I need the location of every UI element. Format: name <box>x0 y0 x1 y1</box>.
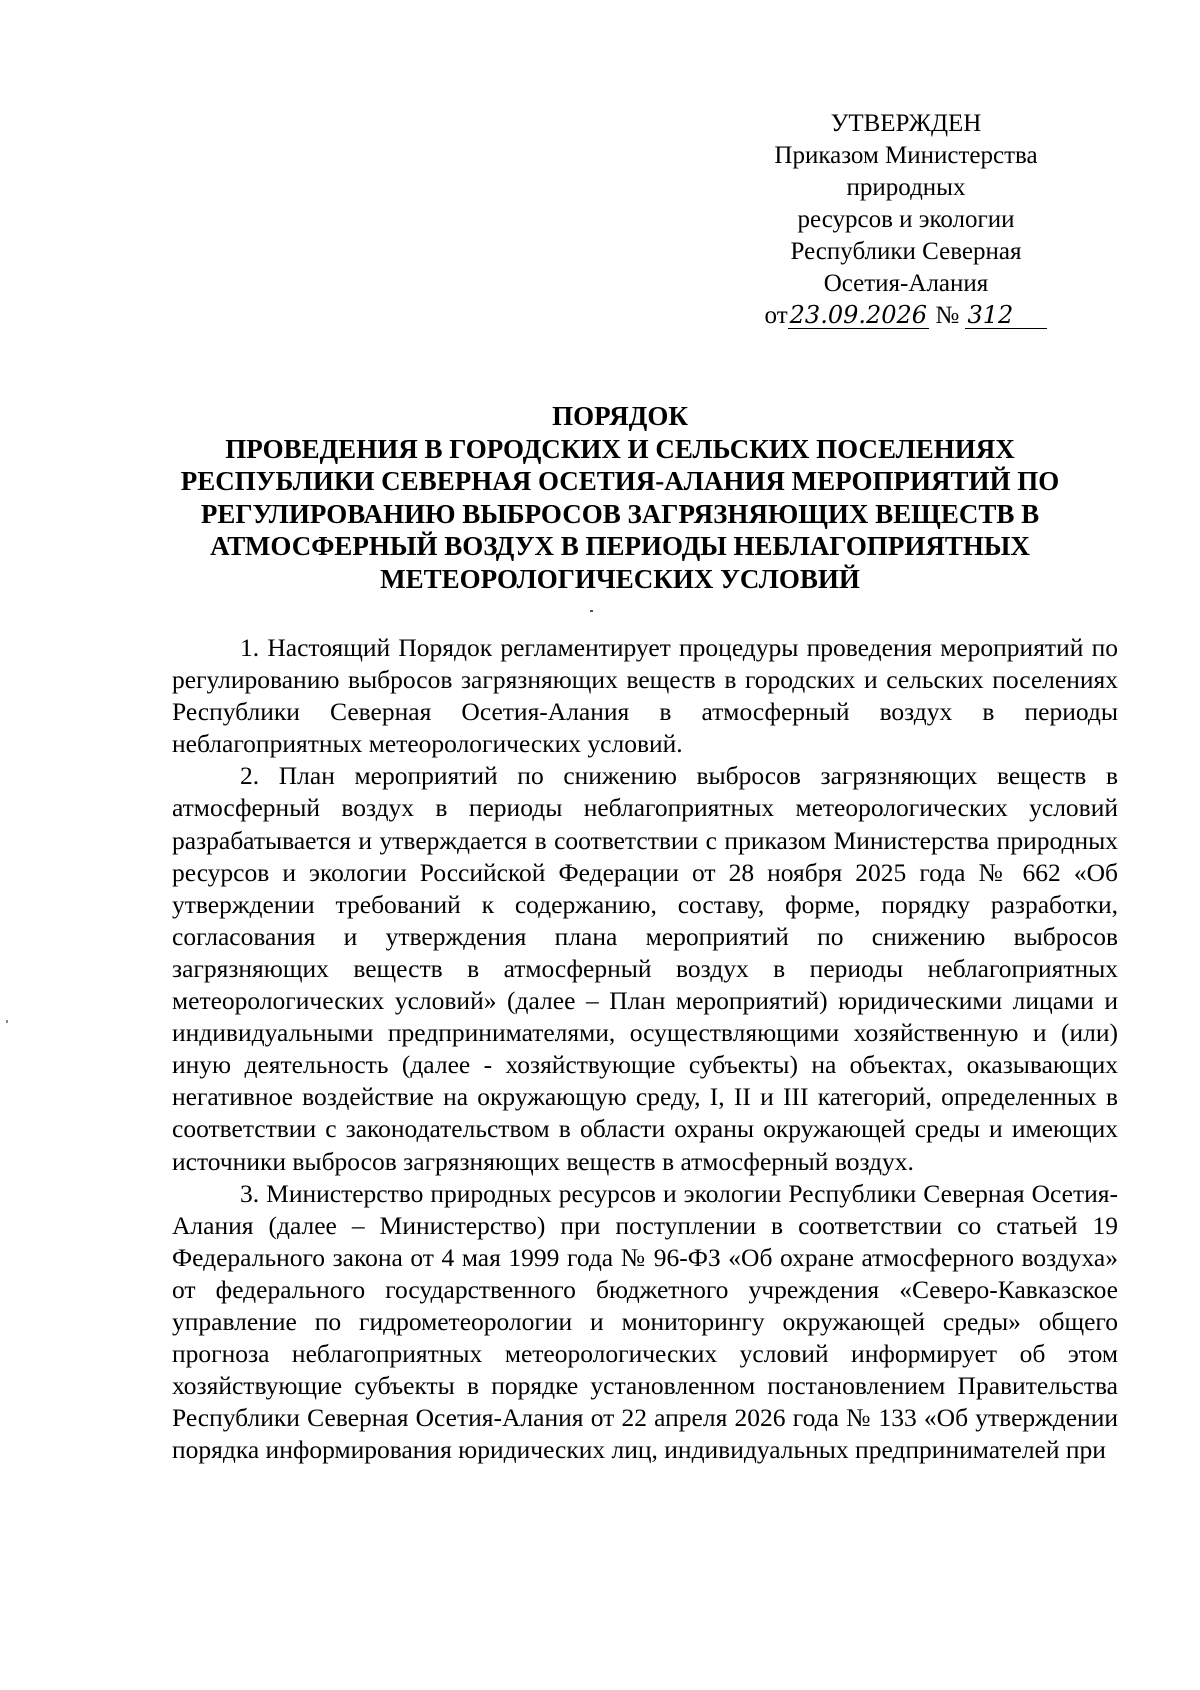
approval-line: природных <box>846 174 966 201</box>
number-label: № <box>935 302 960 329</box>
approval-line: Республики Северная <box>790 238 1022 265</box>
date-prefix: от <box>764 302 788 329</box>
scan-speck <box>590 610 593 612</box>
handwritten-date: 23.09.2026 <box>789 301 928 329</box>
handwritten-number: 312 <box>965 302 1047 329</box>
title-line: АТМОСФЕРНЫЙ ВОЗДУХ В ПЕРИОДЫ НЕБЛАГОПРИЯТНЫХ <box>210 531 1030 561</box>
approval-line: Приказом Министерства <box>774 142 1038 169</box>
approval-line: ресурсов и экологии <box>797 206 1015 233</box>
approval-line: Осетия-Алания <box>823 270 989 297</box>
title-line: РЕСПУБЛИКИ СЕВЕРНАЯ ОСЕТИЯ-АЛАНИЯ МЕРОПРИЯТИЙ ПО <box>180 466 1060 496</box>
approval-date-line <box>748 300 1064 332</box>
paragraph-3: 3. Министерство природных ресурсов и экологии Республики Северная Осетия-Алания (далее – Министерство) при поступлении в соответствии со статьей 19 Федерального закона от 4 мая 1999 года № 96-ФЗ «Об охране атмосферного воздуха» от федерального государственного бюджетного учреждения «Северо-Кавказское управление по гидрометеорологии и мониторингу окружающей среды» общего прогноза неблагоприятных метеорологических условий информирует об этом хозяйствующие субъекты в порядке установленном постановлением Правительства Республики Северная Осетия-Алания от 22 апреля 2026 года № 133 «Об утверждении порядка информирования юридических лиц, индивидуальных предпринимателей при <box>172 1178 1118 1465</box>
paragraph-2: 2. План мероприятий по снижению выбросов загрязняющих веществ в атмосферный воздух в периоды неблагоприятных метеорологических условий разрабатывается и утверждается в соответствии с приказом Министерства природных ресурсов и экологии Российской Федерации от 28 ноября 2025 года № 662 «Об утверждении требований к содержанию, составу, форме, порядку разработки, согласования и утверждения плана мероприятий по снижению выбросов загрязняющих веществ в атмосферный воздух в периоды неблагоприятных метеорологических условий» (далее – План мероприятий) юридическими лицами и индивидуальными предпринимателями, осуществляющими хозяйственную и (или) иную деятельность (далее - хозяйствующие субъекты) на объектах, оказывающих негативное воздействие на окружающую среду, I, II и III категорий, определенных в соответствии с законодательством в области охраны окружающей среды и имеющих источники выбросов загрязняющих веществ в атмосферный воздух. <box>172 761 1118 1176</box>
document-body <box>172 632 1118 1466</box>
approval-heading: УТВЕРЖДЕН <box>830 110 982 137</box>
approval-stamp-block <box>748 108 1064 332</box>
title-line: ПОРЯДОК <box>552 401 688 431</box>
scan-speck <box>6 1020 8 1023</box>
title-line: РЕГУЛИРОВАНИЮ ВЫБРОСОВ ЗАГРЯЗНЯЮЩИХ ВЕЩЕСТВ В <box>200 498 1040 529</box>
document-title <box>160 400 1080 595</box>
title-line: МЕТЕОРОЛОГИЧЕСКИХ УСЛОВИЙ <box>380 563 860 594</box>
title-line: ПРОВЕДЕНИЯ В ГОРОДСКИХ И СЕЛЬСКИХ ПОСЕЛЕНИЯХ <box>225 433 1015 464</box>
paragraph-1: 1. Настоящий Порядок регламентирует процедуры проведения мероприятий по регулированию выбросов загрязняющих веществ в городских и сельских поселениях Республики Северная Осетия-Алания в атмосферный воздух в периоды неблагоприятных метеорологических условий. <box>172 633 1118 759</box>
